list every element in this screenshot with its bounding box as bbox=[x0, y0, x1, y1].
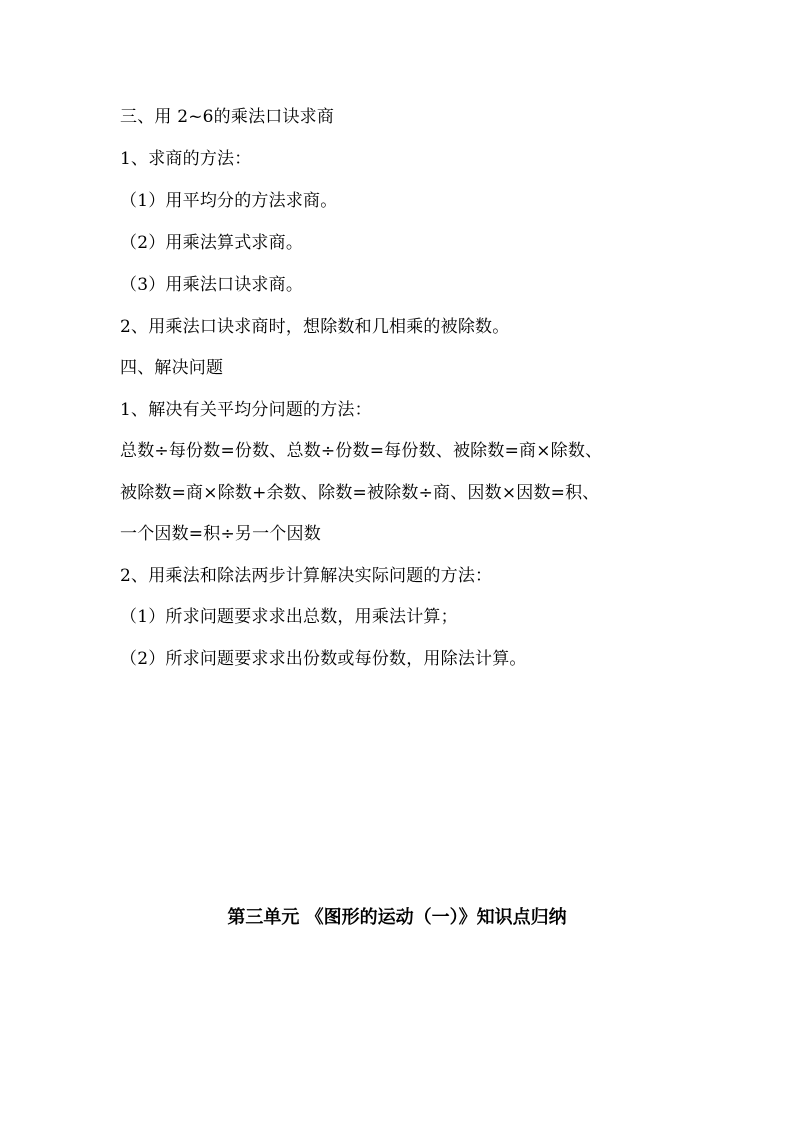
paragraph-line: 1、解决有关平均分问题的方法： bbox=[120, 400, 372, 420]
list-item: （2）所求问题要求求出份数或每份数，用除法计算。 bbox=[120, 649, 527, 669]
list-item: （3）用乘法口诀求商。 bbox=[120, 275, 304, 295]
unit-title: 第三单元 《图形的运动（一）》知识点归纳 bbox=[227, 907, 567, 928]
formula-line: 一个因数=积÷另一个因数 bbox=[120, 524, 321, 544]
formula-line: 总数÷每份数=份数、总数÷份数=每份数、被除数=商×除数、 bbox=[120, 441, 603, 461]
section-heading-3: 三、用 2~6的乘法口诀求商 bbox=[120, 107, 335, 127]
formula-line: 被除数=商×除数+余数、除数=被除数÷商、因数×因数=积、 bbox=[120, 483, 600, 503]
list-item: （1）用平均分的方法求商。 bbox=[120, 191, 338, 211]
list-item: （2）用乘法算式求商。 bbox=[120, 233, 304, 253]
section-heading-4: 四、解决问题 bbox=[120, 358, 224, 378]
list-item: （1）所求问题要求求出总数，用乘法计算； bbox=[120, 607, 458, 627]
paragraph-line: 1、求商的方法： bbox=[120, 149, 252, 169]
paragraph-line: 2、用乘法和除法两步计算解决实际问题的方法： bbox=[120, 566, 493, 586]
paragraph-line: 2、用乘法口诀求商时，想除数和几相乘的被除数。 bbox=[120, 317, 510, 337]
